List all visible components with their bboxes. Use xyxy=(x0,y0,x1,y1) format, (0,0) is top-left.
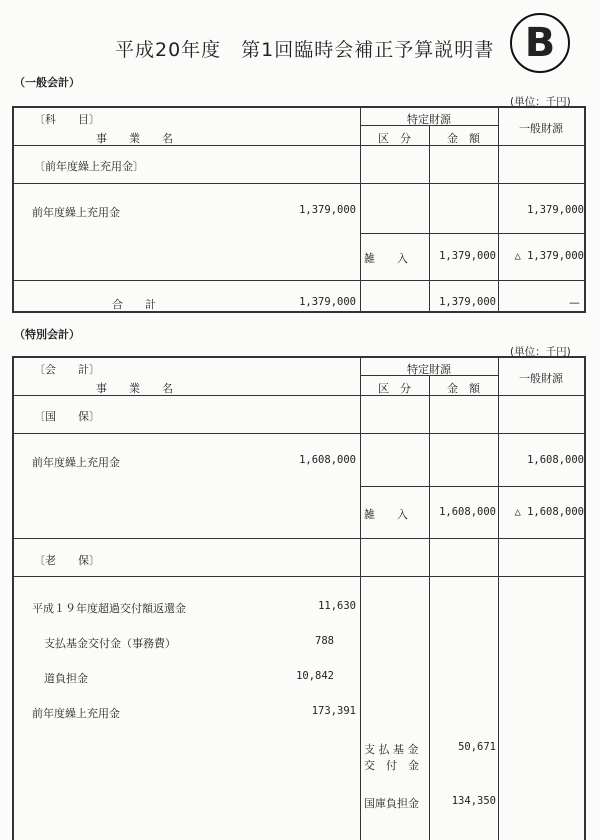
header-tokutei-zaigen: 特定財源 xyxy=(407,363,451,376)
kokuho-item-name: 前年度繰上充用金 xyxy=(32,456,120,469)
kokuho-zatsunyu-ippan: △ 1,608,000 xyxy=(514,506,584,518)
roho-category-label: 〔老 保〕 xyxy=(34,554,100,567)
roho-item-name: 支払基金交付金（事務費） xyxy=(44,637,176,650)
roho-item-name: 道負担金 xyxy=(44,672,88,685)
kokuho-category-label: 〔国 保〕 xyxy=(34,410,100,423)
zatsunyu-label: 雑 入 xyxy=(364,252,408,265)
header-ippan-zaigen: 一般財源 xyxy=(519,122,563,135)
roho-item-amount: 173,391 xyxy=(311,705,356,717)
badge-b-logo: B xyxy=(510,13,570,73)
header-ippan-zaigen: 一般財源 xyxy=(519,372,563,385)
roho-item-amount: 788 xyxy=(315,635,334,647)
item-amount: 1,379,000 xyxy=(299,204,356,216)
roho-item-name: 前年度繰上充用金 xyxy=(32,707,120,720)
special-account-table xyxy=(12,356,586,840)
category-label: 〔前年度繰上充用金〕 xyxy=(34,160,144,173)
special-account-heading: （特別会計） xyxy=(14,328,80,341)
total-amount: 1,379,000 xyxy=(299,296,356,308)
general-unit-label: (単位：千円) xyxy=(510,96,571,108)
general-account-heading: （一般会計） xyxy=(14,76,80,89)
roho-item-amount: 11,630 xyxy=(318,600,356,612)
roho-item-amount: 10,842 xyxy=(296,670,334,682)
roho-source2-amount: 134,350 xyxy=(451,795,496,807)
header-jigyo-name: 事 業 名 xyxy=(96,132,173,145)
total-ippan: — xyxy=(569,296,580,309)
general-account-table xyxy=(12,106,586,313)
kokuho-item-ippan: 1,608,000 xyxy=(527,454,584,466)
item-ippan-amount: 1,379,000 xyxy=(527,204,584,216)
header-kubun: 区 分 xyxy=(378,382,411,395)
roho-source1-label-2: 交 付 金 xyxy=(364,759,419,772)
header-kingaku: 金 額 xyxy=(447,132,480,145)
total-label: 合 計 xyxy=(112,298,156,311)
kokuho-zatsunyu-amount: 1,608,000 xyxy=(439,506,496,518)
header-jigyo-name: 事 業 名 xyxy=(96,382,173,395)
roho-source1-label: 支 払 基 金 xyxy=(364,743,419,756)
zatsunyu-amount: 1,379,000 xyxy=(439,250,496,262)
roho-item-name: 平成１９年度超過交付額返還金 xyxy=(32,602,186,615)
item-name: 前年度繰上充用金 xyxy=(32,206,120,219)
header-kubun: 区 分 xyxy=(378,132,411,145)
kokuho-item-amount: 1,608,000 xyxy=(299,454,356,466)
special-unit-label: (単位：千円) xyxy=(510,346,571,358)
zatsunyu-ippan-amount: △ 1,379,000 xyxy=(514,250,584,262)
header-tokutei-zaigen: 特定財源 xyxy=(407,113,451,126)
header-kingaku: 金 額 xyxy=(447,382,480,395)
roho-source2-label: 国庫負担金 xyxy=(364,797,419,810)
page-title: 平成20年度 第1回臨時会補正予算説明書 xyxy=(115,39,495,61)
header-kaikei: 〔会 計〕 xyxy=(34,363,100,376)
kokuho-zatsunyu-label: 雑 入 xyxy=(364,508,408,521)
roho-source1-amount: 50,671 xyxy=(458,741,496,753)
total-kingaku: 1,379,000 xyxy=(439,296,496,308)
header-kamoku: 〔科 目〕 xyxy=(34,113,100,126)
